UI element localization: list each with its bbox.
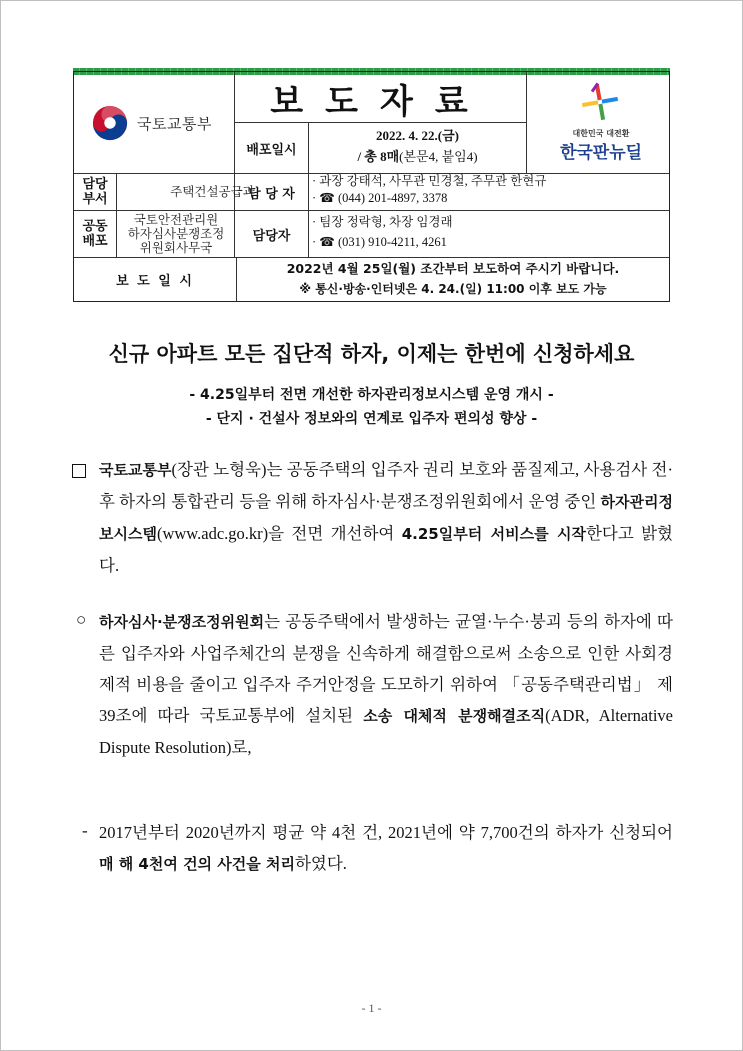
joint-dept: 국토안전관리원 하자심사분쟁조정 위원회사무국 (127, 213, 225, 255)
subheadline-2: - 단지 · 건설사 정보와의 연계로 입주자 편의성 향상 - (205, 411, 538, 427)
paragraph-1 (99, 454, 673, 581)
grid-line (526, 72, 527, 173)
page-number: - 1 - (361, 1001, 382, 1015)
contact-dept-label: 담당 부서 (82, 177, 108, 207)
ministry-name: 국토교통부 (137, 116, 212, 133)
text: 한다고 밝혔다. (99, 524, 673, 575)
paragraph-3 (99, 817, 673, 880)
subheadline-1: - 4.25일부터 전면 개선한 하자관리정보시스템 운영 개시 - (189, 387, 554, 403)
page-count (309, 147, 526, 166)
circle-bullet: ○ (76, 610, 87, 629)
joint-person-label: 담당자 (252, 228, 291, 244)
joint-people: · 팀장 정락형, 차장 임경래 (312, 215, 453, 229)
text: (장관 노형욱)는 공동주택의 입주자 권리 보호와 품질제고, 사용검사 전·후 하자의 통합관리 등을 위해 하자심사·분쟁조정위원회에서 운영 중인 (99, 460, 673, 511)
release-date: 2022. 4. 22.(금) (376, 128, 459, 143)
paragraph-2 (99, 606, 673, 763)
emph: 하자심사·분쟁조정위원회 (99, 613, 265, 631)
contact-phone: · ☎ (044) 201-4897, 3378 (312, 191, 448, 205)
text: 는 공동주택에서 발생하는 균열·누수·붕괴 등의 하자에 따른 입주자와 사업주체간의 분쟁을 신속하게 해결함으로써 소송으로 인한 사회경제적 비용을 줄이고 입주자 주거안정을 도모하기 위하여 「공동주택관리법」 제39조에 따라 국토교통부에 설치된 (99, 612, 673, 725)
joint-dept-label: 공동 배포 (82, 219, 108, 249)
emph: 매 해 4천여 건의 사건을 처리 (99, 855, 295, 873)
emph: 소송 대체적 분쟁해결조직 (363, 707, 546, 725)
embargo-line-2: ※ 통신·방송·인터넷은 4. 24.(일) 11:00 이후 보도 가능 (299, 282, 607, 296)
text: (www.adc.go.kr)을 전면 개선하여 (156, 524, 402, 543)
contact-person-label: 담 당 자 (248, 186, 295, 202)
emph: 국토교통부 (99, 461, 172, 479)
page-count-total: / 총 8매 (357, 149, 400, 164)
ministry-emblem-icon (91, 104, 129, 142)
korean-new-deal-subtitle: 대한민국 대전환 (572, 129, 630, 138)
emph: 4.25일부터 서비스를 시작 (401, 525, 586, 543)
press-release-title: 보도자료 (270, 81, 490, 122)
contact-dept: 주택건설공급과 (170, 185, 255, 199)
dash-bullet: - (82, 821, 88, 840)
embargo-line-1: 2022년 4월 25일(월) 조간부터 보도하여 주시기 바랍니다. (286, 261, 620, 276)
box-bullet-icon (72, 464, 86, 478)
korean-new-deal-logo-icon (580, 82, 620, 122)
grid-line (308, 173, 309, 257)
text: 하였다. (294, 854, 347, 873)
joint-phone: · ☎ (031) 910-4211, 4261 (312, 235, 447, 249)
contact-people: · 과장 강태석, 사무관 민경철, 주무관 한현규 (312, 174, 547, 188)
korean-new-deal-name: 한국판뉴딜 (559, 143, 643, 163)
page-count-detail: (본문4, 붙임4) (399, 149, 478, 164)
embargo-label: 보 도 일 시 (116, 274, 194, 289)
emph: 하자관리정보시스템 (99, 493, 673, 543)
text: (ADR, Alternative Dispute Resolution)로, (99, 706, 673, 757)
text: 2017년부터 2020년까지 평균 약 4천 건, 2021년에 약 7,700건의 하자가 신청되어 (99, 823, 673, 842)
main-headline: 신규 아파트 모든 집단적 하자, 이제는 한번에 신청하세요 (108, 342, 635, 366)
release-date-label: 배포일시 (246, 142, 297, 158)
